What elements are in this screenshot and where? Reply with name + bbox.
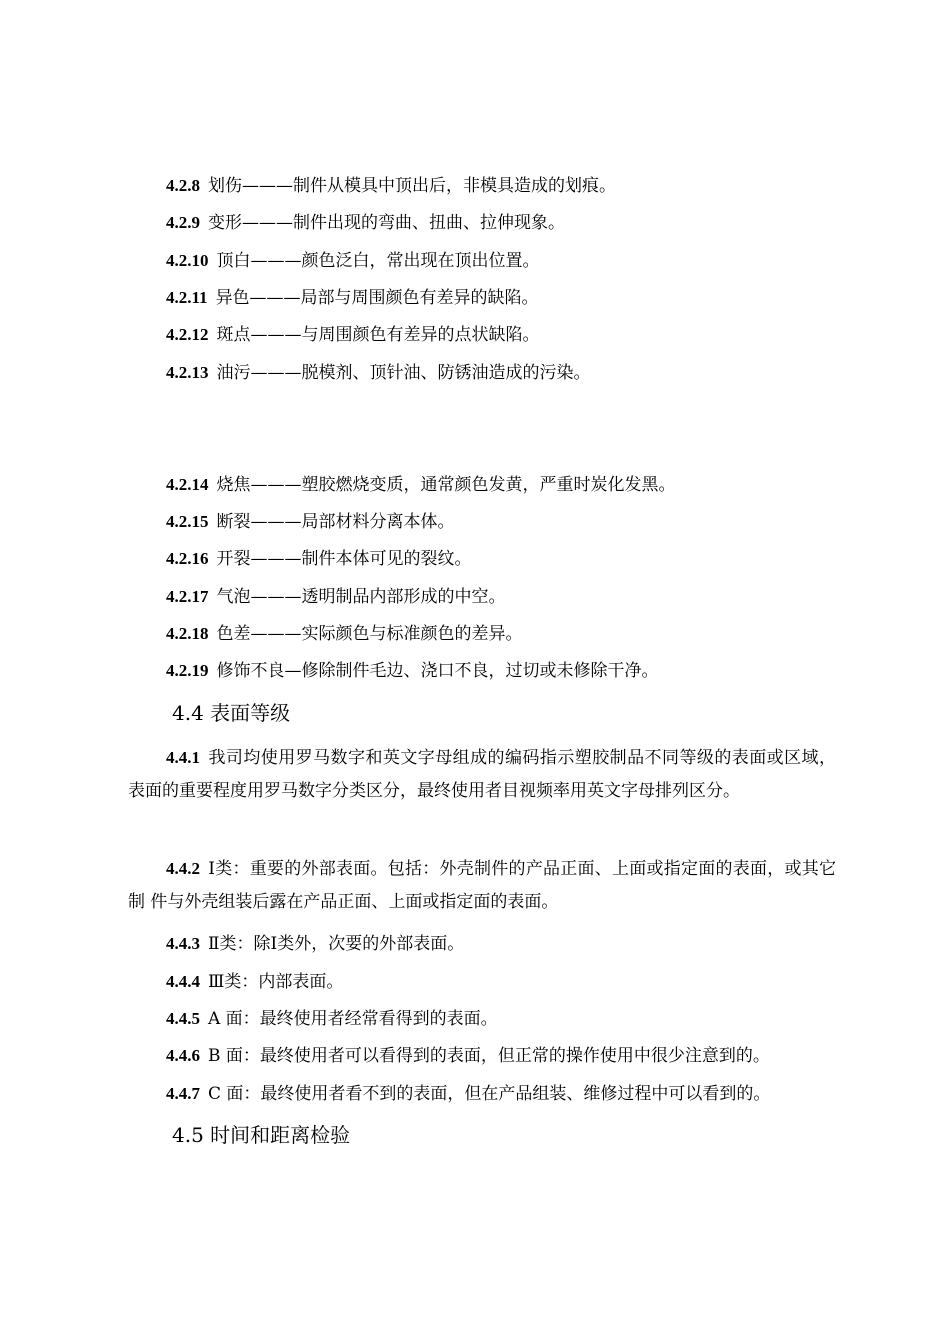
section-paragraph: 4.4.4 Ⅲ类：内部表面。 <box>166 972 344 992</box>
defect-item: 4.2.15 断裂———局部材料分离本体。 <box>166 512 455 532</box>
section-paragraph: 4.4.5 A 面：最终使用者经常看得到的表面。 <box>166 1009 498 1029</box>
defect-item: 4.2.10 顶白———颜色泛白，常出现在顶出位置。 <box>166 251 540 271</box>
section-heading: 4.4 表面等级 <box>172 701 291 725</box>
section-heading: 4.5 时间和距离检验 <box>172 1123 351 1147</box>
section-paragraph: 4.4.2 Ⅰ类：重要的外部表面。包括：外壳制件的产品正面、上面或指定面的表面，或其它制 件与外壳组装后露在产品正面、上面或指定面的表面。 <box>128 859 836 912</box>
defect-item: 4.2.19 修饰不良—修除制件毛边、浇口不良，过切或未修除干净。 <box>166 661 659 681</box>
section-paragraph: 4.4.1 我司均使用罗马数字和英文字母组成的编码指示塑胶制品不同等级的表面或区域，表面的重要程度用罗马数字分类区分，最终使用者目视频率用英文字母排列区分。 <box>128 748 836 801</box>
defect-item: 4.2.16 开裂———制件本体可见的裂纹。 <box>166 549 472 569</box>
section-paragraph: 4.4.6 B 面：最终使用者可以看得到的表面，但正常的操作使用中很少注意到的。 <box>166 1046 770 1066</box>
defect-item: 4.2.18 色差———实际颜色与标准颜色的差异。 <box>166 624 523 644</box>
defect-item: 4.2.8 划伤———制件从模具中顶出后，非模具造成的划痕。 <box>166 176 616 196</box>
defect-item: 4.2.13 油污———脱模剂、顶针油、防锈油造成的污染。 <box>166 363 591 383</box>
defect-item: 4.2.12 斑点———与周围颜色有差异的点状缺陷。 <box>166 325 540 345</box>
section-paragraph: 4.4.3 Ⅱ类：除Ⅰ类外，次要的外部表面。 <box>166 934 465 954</box>
defect-item: 4.2.17 气泡———透明制品内部形成的中空。 <box>166 587 506 607</box>
section-paragraph: 4.4.7 C 面：最终使用者看不到的表面，但在产品组装、维修过程中可以看到的。 <box>166 1084 771 1104</box>
defect-item: 4.2.11 异色———局部与周围颜色有差异的缺陷。 <box>166 288 539 308</box>
defect-item: 4.2.9 变形———制件出现的弯曲、扭曲、拉伸现象。 <box>166 213 565 233</box>
defect-item: 4.2.14 烧焦———塑胶燃烧变质，通常颜色发黄，严重时炭化发黑。 <box>166 475 676 495</box>
